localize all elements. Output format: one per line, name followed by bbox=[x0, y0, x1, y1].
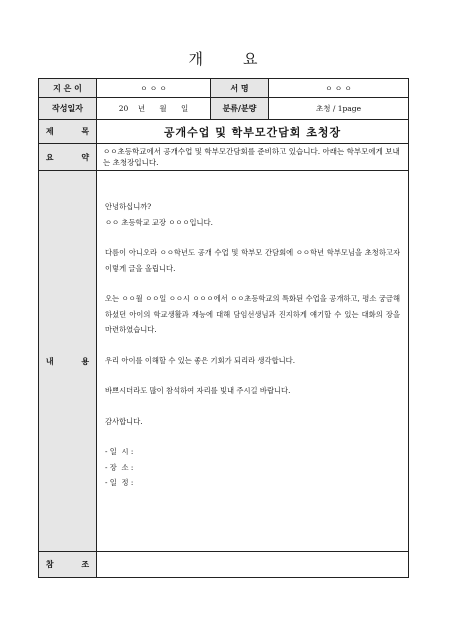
document-title bbox=[0, 48, 450, 69]
closing-text: 감사합니다. bbox=[105, 416, 143, 426]
paragraph-1: 다름이 아니오라 ㅇㅇ학년도 공개 수업 및 학부모 간담회에 ㅇㅇ학년 학부모님을 초청하고자 이렇게 글을 올립니다. bbox=[105, 248, 400, 273]
intro-text: ㅇㅇ 초등학교 교장 ㅇㅇㅇ입니다. bbox=[105, 217, 213, 227]
signature-value: ㅇ ㅇ ㅇ bbox=[269, 79, 409, 98]
category-value: 초청 / 1page bbox=[269, 98, 409, 120]
paragraph-2: 오는 ㅇㅇ월 ㅇㅇ일 ㅇㅇ시 ㅇㅇㅇ에서 ㅇㅇ초등학교의 특화된 수업을 공개하고, 평소 궁금해 하셨던 아이의 학교생활과 재능에 대해 담임선생님과 진지하게 얘기할 수 있는 대화의 장을 마련하였습니다. bbox=[105, 294, 400, 334]
overview-table bbox=[38, 78, 409, 578]
content-body bbox=[97, 171, 409, 552]
reference-label: 참 조 bbox=[39, 552, 97, 578]
reference-value bbox=[97, 552, 409, 578]
paragraph-3: 우리 아이를 이해할 수 있는 좋은 기회가 되리라 생각합니다. bbox=[105, 355, 296, 365]
subject-label: 제 목 bbox=[39, 120, 97, 144]
item-date: - 일 시 : bbox=[105, 447, 134, 456]
author-value: ㅇ ㅇ ㅇ bbox=[97, 79, 211, 98]
greeting-text: 안녕하십니까? bbox=[105, 202, 152, 211]
subject-value: 공개수업 및 학부모간담회 초청장 bbox=[97, 120, 409, 144]
item-place: - 장 소 : bbox=[105, 462, 134, 472]
author-label: 지 은 이 bbox=[39, 79, 97, 98]
summary-label: 요 약 bbox=[39, 144, 97, 171]
summary-value: ㅇㅇ초등학교에서 공개수업 및 학부모간담회를 준비하고 있습니다. 아래는 학부모에게 보내는 초청장입니다. bbox=[97, 144, 409, 171]
document-title-part: 요 bbox=[243, 50, 262, 68]
signature-label: 서 명 bbox=[211, 79, 269, 98]
category-label: 분류/분량 bbox=[211, 98, 269, 120]
document-title-part: 개 bbox=[188, 50, 207, 68]
item-schedule: - 일 정 : bbox=[105, 478, 134, 487]
date-label: 작성일자 bbox=[39, 98, 97, 120]
content-label: 내 용 bbox=[39, 171, 97, 552]
date-value: 20 년 월 일 bbox=[97, 98, 211, 120]
paragraph-4: 바쁘시더라도 많이 참석하여 자리를 빛내 주시길 바랍니다. bbox=[105, 386, 291, 395]
